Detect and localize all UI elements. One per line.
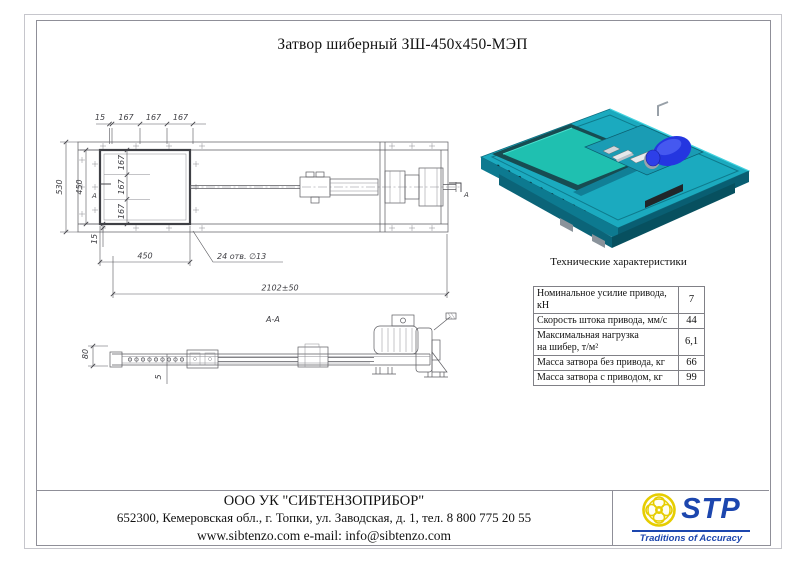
spec-value: 66 xyxy=(679,355,705,370)
product-render-3d xyxy=(481,102,749,248)
dim-label: 80 xyxy=(81,348,90,360)
spec-label: Максимальная нагрузка на шибер, т/м² xyxy=(534,328,679,355)
company-name: ООО УК "СИБТЕНЗОПРИБОР" xyxy=(223,492,425,509)
section-marker: А xyxy=(92,192,97,200)
spec-label: Масса затвора с приводом, кг xyxy=(534,370,679,385)
holes-note: 24 отв. ∅13 xyxy=(217,252,267,261)
top-view-drawing xyxy=(55,113,469,298)
spec-label: Номинальное усилие привода, кН xyxy=(534,287,679,314)
dim-label: 167 xyxy=(172,113,189,122)
spec-label: Масса затвора без привода, кг xyxy=(534,355,679,370)
stp-logo xyxy=(632,492,750,544)
dim-label: 450 xyxy=(137,251,153,261)
footer xyxy=(36,490,769,545)
specs-table xyxy=(533,286,705,386)
spec-value: 6,1 xyxy=(679,328,705,355)
dim-label: 167 xyxy=(117,154,126,171)
bolt-holes-row xyxy=(128,357,183,363)
dim-label: 5 xyxy=(154,374,163,380)
spec-label: Скорость штока привода, мм/с xyxy=(534,313,679,328)
spec-row xyxy=(534,287,705,314)
spec-row xyxy=(534,328,705,355)
spec-value: 44 xyxy=(679,313,705,328)
logo-cell xyxy=(612,491,769,545)
stp-emblem-icon xyxy=(641,492,677,528)
spec-row xyxy=(534,370,705,385)
dim-label: 530 xyxy=(55,179,64,195)
logo-tagline: Traditions of Accuracy xyxy=(632,530,750,544)
dim-label: 450 xyxy=(75,179,84,195)
specs-heading: Технические характеристики xyxy=(550,256,687,268)
dim-label: 167 xyxy=(117,179,126,195)
dim-label: 167 xyxy=(118,113,134,122)
dim-label: 15 xyxy=(94,113,106,122)
dim-label: 2102±50 xyxy=(261,283,299,293)
side-view-drawing xyxy=(81,313,456,384)
dim-label: 167 xyxy=(145,113,162,122)
page-title: Затвор шиберный ЗШ-450х450-МЭП xyxy=(277,36,528,53)
dim-label: 15 xyxy=(90,233,99,245)
spec-row xyxy=(534,313,705,328)
spec-value: 7 xyxy=(679,287,705,314)
section-marker: А xyxy=(464,191,469,199)
logo-text: STP xyxy=(681,493,741,526)
render-bracket xyxy=(658,102,668,116)
spec-value: 99 xyxy=(679,370,705,385)
specs-table-body xyxy=(534,287,705,386)
company-contacts: www.sibtenzo.com e-mail: info@sibtenzo.com xyxy=(196,527,452,543)
footer-text xyxy=(36,491,612,545)
company-address: 652300, Кемеровская обл., г. Топки, ул. Заводская, д. 1, тел. 8 800 775 20 55 xyxy=(116,510,532,526)
dim-label: 167 xyxy=(117,203,126,220)
spec-row xyxy=(534,355,705,370)
section-label: А-А xyxy=(266,315,280,324)
